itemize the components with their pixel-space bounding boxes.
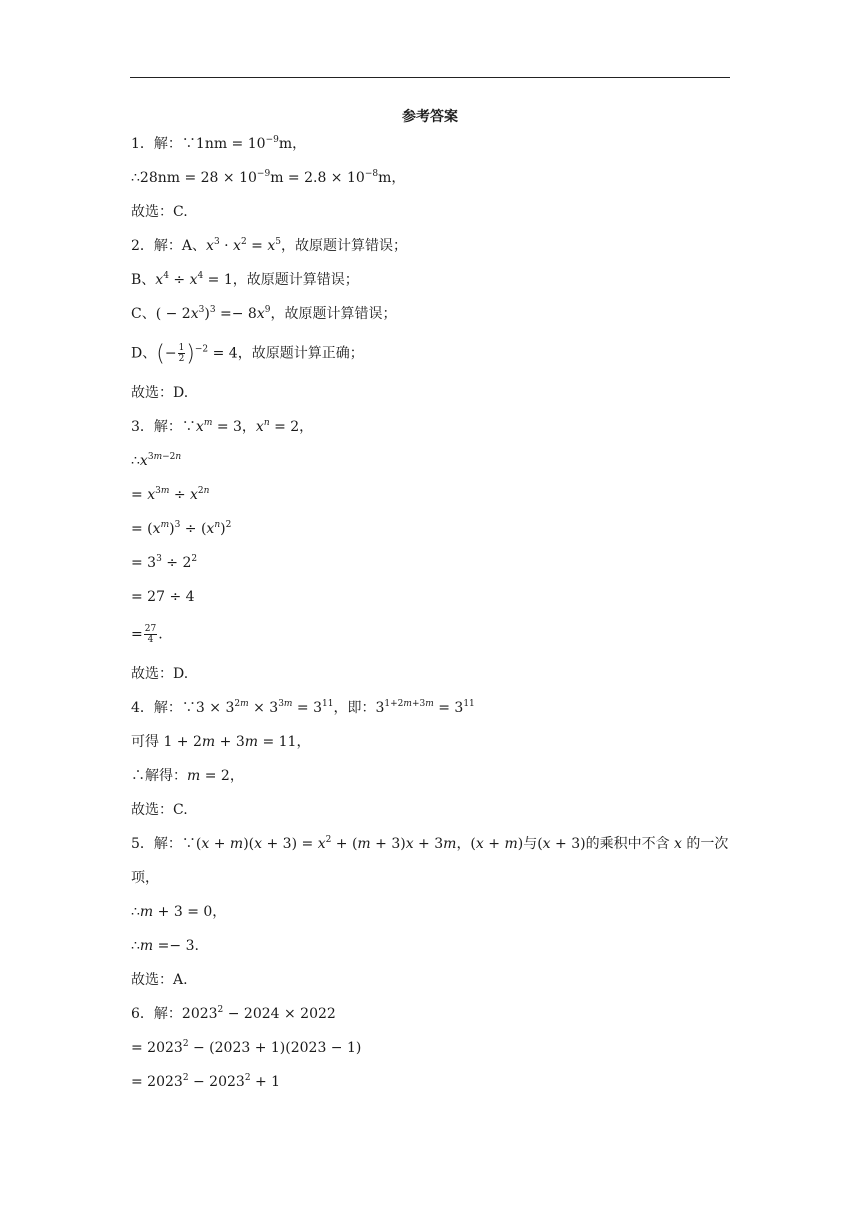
answer-4-choice: 故选：C. xyxy=(131,802,188,818)
answer-2-line-2: B、$x^4 \div x^4 = 1$，故原题计算错误； xyxy=(131,271,359,288)
page-title: 参考答案 xyxy=(402,109,458,125)
header-rule xyxy=(130,77,730,78)
answer-2-line-1: 2．解：A、$x^3 \cdot x^2 = x^5$，故原题计算错误； xyxy=(131,237,407,254)
answer-1-choice: 故选：C. xyxy=(131,204,188,220)
answer-1-line-2: ∴28nm = $28 \times 10^{-9}m = 2.8 \times 10^{-8}m$， xyxy=(131,169,406,186)
answer-3-choice: 故选：D. xyxy=(131,666,189,682)
answer-5-line-2: 项， xyxy=(131,870,159,886)
answer-3-line-6: = 27 ÷ 4 xyxy=(131,589,195,605)
answer-4-line-1: 4．解：∵3 × $3^{2m} \times 3^{3m} = 3^{11}$，即：$3^{1+2m+3m} = 3^{11}$ xyxy=(131,699,475,716)
answer-6-line-2: = $2023^2 - (2023 + 1)(2023 - 1)$ xyxy=(131,1039,362,1056)
answer-5-choice: 故选：A. xyxy=(131,972,188,988)
answer-6-line-3: = $2023^2 - 2023^2 + 1$ xyxy=(131,1073,281,1090)
answer-6-line-1: 6．解：$2023^2 - 2024 \times 2022$ xyxy=(131,1005,336,1022)
answer-3-line-7: = $\frac{27}{4}$ . xyxy=(131,624,163,645)
answer-3-line-5: = $3^3 \div 2^2$ xyxy=(131,554,198,571)
answer-3-line-3: = $x^{3m} \div x^{2n}$ xyxy=(131,486,210,503)
answer-4-line-2: 可得 1 + 2m + 3m = 11， xyxy=(131,734,311,750)
answer-2-choice: 故选：D. xyxy=(131,385,189,401)
answer-5-line-1: 5．解：∵(x + $m)(x + 3) = x^2 + (m + 3)x + 3m$，(x + m)与(x + 3)的乘积中不含 x 的一次 xyxy=(131,835,729,852)
answer-1-line-1: 1．解：∵1nm = $10^{-9}m$， xyxy=(131,135,307,152)
answer-3-line-1: 3．解：$\because x^m = 3$，$x^n = 2$， xyxy=(131,418,314,435)
answer-2-line-4: D、(− $\frac{1}{2}$ )$^{-2}$ = 4，故原题计算正确； xyxy=(131,341,364,367)
answer-3-line-4: = $(x^m)^3 \div (x^n)^2$ xyxy=(131,520,232,537)
answer-3-line-2: $\therefore x^{3m-2n}$ xyxy=(131,452,182,469)
answer-5-line-4: ∴m =− 3. xyxy=(131,938,199,954)
answer-2-line-3: C、( − $2x^3)^3 =- 8x^9$，故原题计算错误； xyxy=(131,305,397,322)
answer-5-line-3: ∴m + 3 = 0， xyxy=(131,904,227,920)
answer-4-line-3: ∴解得：m = 2， xyxy=(131,768,244,784)
